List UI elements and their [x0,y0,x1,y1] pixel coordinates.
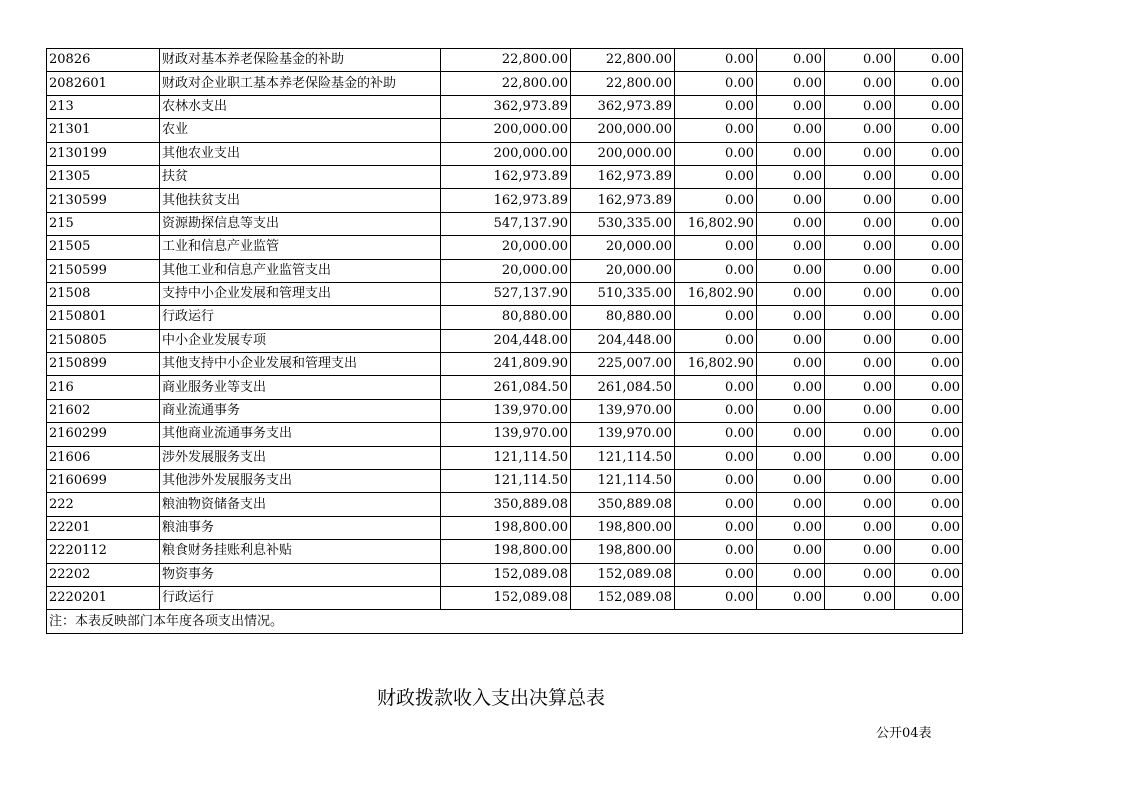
project-expenditure: 0.00 [675,493,757,516]
amount-col-5: 0.00 [825,470,895,493]
amount-col-4: 0.00 [757,306,825,329]
total-amount: 200,000.00 [441,142,571,165]
project-expenditure: 0.00 [675,236,757,259]
subject-code: 222 [47,493,160,516]
amount-col-4: 0.00 [757,95,825,118]
total-amount: 162,973.89 [441,165,571,188]
basic-expenditure: 198,800.00 [571,540,675,563]
table-row [47,236,963,259]
subject-code: 2160699 [47,470,160,493]
amount-col-4: 0.00 [757,470,825,493]
basic-expenditure: 510,335.00 [571,282,675,305]
basic-expenditure: 200,000.00 [571,142,675,165]
amount-col-6: 0.00 [895,142,963,165]
subject-code: 20826 [47,49,160,72]
amount-col-5: 0.00 [825,72,895,95]
total-amount: 80,880.00 [441,306,571,329]
table-row [47,72,963,95]
subject-code: 2160299 [47,423,160,446]
amount-col-4: 0.00 [757,142,825,165]
table-row [47,95,963,118]
basic-expenditure: 350,889.08 [571,493,675,516]
table-row [47,563,963,586]
subject-name: 粮油事务 [160,516,441,539]
subject-name: 粮食财务挂账利息补贴 [160,540,441,563]
amount-col-4: 0.00 [757,236,825,259]
amount-col-4: 0.00 [757,212,825,235]
basic-expenditure: 225,007.00 [571,353,675,376]
total-amount: 198,800.00 [441,540,571,563]
amount-col-6: 0.00 [895,306,963,329]
table-row [47,399,963,422]
amount-col-5: 0.00 [825,236,895,259]
subject-code: 21301 [47,119,160,142]
amount-col-6: 0.00 [895,423,963,446]
project-expenditure: 16,802.90 [675,212,757,235]
table-row [47,329,963,352]
table-row [47,282,963,305]
subject-name: 商业服务业等支出 [160,376,441,399]
project-expenditure: 0.00 [675,470,757,493]
amount-col-6: 0.00 [895,446,963,469]
amount-col-6: 0.00 [895,212,963,235]
total-amount: 198,800.00 [441,516,571,539]
subject-code: 216 [47,376,160,399]
next-table-title: 财政拨款收入支出决算总表 [376,687,605,709]
total-amount: 547,137.90 [441,212,571,235]
amount-col-6: 0.00 [895,259,963,282]
amount-col-5: 0.00 [825,142,895,165]
subject-name: 农林水支出 [160,95,441,118]
table-row [47,259,963,282]
table-row [47,212,963,235]
amount-col-4: 0.00 [757,259,825,282]
project-expenditure: 0.00 [675,306,757,329]
subject-code: 213 [47,95,160,118]
amount-col-6: 0.00 [895,282,963,305]
subject-code: 215 [47,212,160,235]
amount-col-4: 0.00 [757,189,825,212]
amount-col-4: 0.00 [757,72,825,95]
basic-expenditure: 139,970.00 [571,399,675,422]
subject-name: 物资事务 [160,563,441,586]
subject-name: 涉外发展服务支出 [160,446,441,469]
amount-col-6: 0.00 [895,516,963,539]
table-row [47,516,963,539]
subject-code: 2220112 [47,540,160,563]
subject-name: 其他工业和信息产业监管支出 [160,259,441,282]
amount-col-4: 0.00 [757,282,825,305]
amount-col-5: 0.00 [825,49,895,72]
project-expenditure: 16,802.90 [675,353,757,376]
basic-expenditure: 530,335.00 [571,212,675,235]
amount-col-6: 0.00 [895,586,963,609]
subject-code: 21508 [47,282,160,305]
project-expenditure: 0.00 [675,563,757,586]
total-amount: 20,000.00 [441,236,571,259]
project-expenditure: 0.00 [675,119,757,142]
subject-code: 22202 [47,563,160,586]
amount-col-5: 0.00 [825,306,895,329]
basic-expenditure: 198,800.00 [571,516,675,539]
subject-code: 21305 [47,165,160,188]
basic-expenditure: 121,114.50 [571,470,675,493]
table-row [47,423,963,446]
basic-expenditure: 162,973.89 [571,189,675,212]
total-amount: 241,809.90 [441,353,571,376]
subject-name: 其他涉外发展服务支出 [160,470,441,493]
amount-col-5: 0.00 [825,212,895,235]
subject-code: 22201 [47,516,160,539]
basic-expenditure: 22,800.00 [571,72,675,95]
table-row [47,586,963,609]
expenditure-table [46,48,963,634]
total-amount: 200,000.00 [441,119,571,142]
amount-col-4: 0.00 [757,399,825,422]
amount-col-4: 0.00 [757,586,825,609]
subject-code: 21606 [47,446,160,469]
table-row [47,142,963,165]
total-amount: 362,973.89 [441,95,571,118]
subject-name: 工业和信息产业监管 [160,236,441,259]
table-row [47,376,963,399]
amount-col-4: 0.00 [757,353,825,376]
project-expenditure: 0.00 [675,423,757,446]
amount-col-6: 0.00 [895,189,963,212]
table-note: 注：本表反映部门本年度各项支出情况。 [47,610,963,633]
project-expenditure: 0.00 [675,399,757,422]
amount-col-6: 0.00 [895,376,963,399]
subject-code: 2082601 [47,72,160,95]
amount-col-6: 0.00 [895,493,963,516]
table-row [47,49,963,72]
table-row [47,165,963,188]
subject-name: 其他商业流通事务支出 [160,423,441,446]
project-expenditure: 0.00 [675,165,757,188]
note-row [47,610,963,633]
table-row [47,493,963,516]
subject-name: 财政对企业职工基本养老保险基金的补助 [160,72,441,95]
amount-col-6: 0.00 [895,72,963,95]
amount-col-5: 0.00 [825,516,895,539]
total-amount: 20,000.00 [441,259,571,282]
project-expenditure: 0.00 [675,72,757,95]
subject-name: 商业流通事务 [160,399,441,422]
table-row [47,189,963,212]
basic-expenditure: 80,880.00 [571,306,675,329]
subject-name: 其他农业支出 [160,142,441,165]
total-amount: 139,970.00 [441,423,571,446]
basic-expenditure: 20,000.00 [571,259,675,282]
subject-name: 支持中小企业发展和管理支出 [160,282,441,305]
subject-name: 其他支持中小企业发展和管理支出 [160,353,441,376]
basic-expenditure: 22,800.00 [571,49,675,72]
project-expenditure: 0.00 [675,540,757,563]
amount-col-4: 0.00 [757,119,825,142]
amount-col-4: 0.00 [757,329,825,352]
amount-col-5: 0.00 [825,563,895,586]
amount-col-6: 0.00 [895,399,963,422]
subject-name: 行政运行 [160,586,441,609]
subject-code: 21602 [47,399,160,422]
amount-col-4: 0.00 [757,563,825,586]
table-body [47,49,963,610]
amount-col-4: 0.00 [757,49,825,72]
amount-col-5: 0.00 [825,586,895,609]
subject-name: 资源勘探信息等支出 [160,212,441,235]
subject-name: 财政对基本养老保险基金的补助 [160,49,441,72]
amount-col-4: 0.00 [757,423,825,446]
amount-col-6: 0.00 [895,540,963,563]
basic-expenditure: 152,089.08 [571,563,675,586]
amount-col-5: 0.00 [825,353,895,376]
basic-expenditure: 200,000.00 [571,119,675,142]
basic-expenditure: 20,000.00 [571,236,675,259]
subject-code: 2150899 [47,353,160,376]
total-amount: 22,800.00 [441,72,571,95]
subject-name: 粮油物资储备支出 [160,493,441,516]
subject-code: 2130599 [47,189,160,212]
table-row [47,353,963,376]
table-row [47,119,963,142]
total-amount: 152,089.08 [441,586,571,609]
total-amount: 121,114.50 [441,446,571,469]
amount-col-4: 0.00 [757,516,825,539]
basic-expenditure: 261,084.50 [571,376,675,399]
amount-col-6: 0.00 [895,329,963,352]
project-expenditure: 0.00 [675,189,757,212]
subject-name: 行政运行 [160,306,441,329]
total-amount: 139,970.00 [441,399,571,422]
project-expenditure: 0.00 [675,516,757,539]
amount-col-4: 0.00 [757,540,825,563]
amount-col-5: 0.00 [825,540,895,563]
subject-name: 其他扶贫支出 [160,189,441,212]
subject-code: 21505 [47,236,160,259]
amount-col-4: 0.00 [757,493,825,516]
project-expenditure: 0.00 [675,259,757,282]
subject-code: 2220201 [47,586,160,609]
project-expenditure: 0.00 [675,142,757,165]
project-expenditure: 0.00 [675,586,757,609]
amount-col-5: 0.00 [825,189,895,212]
amount-col-6: 0.00 [895,470,963,493]
total-amount: 162,973.89 [441,189,571,212]
project-expenditure: 16,802.90 [675,282,757,305]
amount-col-4: 0.00 [757,165,825,188]
amount-col-5: 0.00 [825,493,895,516]
total-amount: 121,114.50 [441,470,571,493]
amount-col-5: 0.00 [825,329,895,352]
table-row [47,540,963,563]
project-expenditure: 0.00 [675,49,757,72]
amount-col-5: 0.00 [825,399,895,422]
project-expenditure: 0.00 [675,95,757,118]
amount-col-6: 0.00 [895,236,963,259]
amount-col-5: 0.00 [825,165,895,188]
subject-name: 扶贫 [160,165,441,188]
subject-code: 2130199 [47,142,160,165]
amount-col-6: 0.00 [895,49,963,72]
total-amount: 204,448.00 [441,329,571,352]
amount-col-5: 0.00 [825,259,895,282]
subject-code: 2150801 [47,306,160,329]
amount-col-4: 0.00 [757,446,825,469]
amount-col-5: 0.00 [825,95,895,118]
amount-col-5: 0.00 [825,119,895,142]
total-amount: 152,089.08 [441,563,571,586]
basic-expenditure: 152,089.08 [571,586,675,609]
table-row [47,470,963,493]
amount-col-6: 0.00 [895,95,963,118]
subject-code: 2150805 [47,329,160,352]
amount-col-4: 0.00 [757,376,825,399]
total-amount: 261,084.50 [441,376,571,399]
total-amount: 22,800.00 [441,49,571,72]
amount-col-5: 0.00 [825,423,895,446]
basic-expenditure: 139,970.00 [571,423,675,446]
basic-expenditure: 121,114.50 [571,446,675,469]
total-amount: 350,889.08 [441,493,571,516]
table-row [47,446,963,469]
amount-col-6: 0.00 [895,165,963,188]
amount-col-6: 0.00 [895,353,963,376]
total-amount: 527,137.90 [441,282,571,305]
amount-col-5: 0.00 [825,446,895,469]
amount-col-6: 0.00 [895,119,963,142]
table-row [47,306,963,329]
form-number: 公开04表 [876,726,932,741]
subject-code: 2150599 [47,259,160,282]
project-expenditure: 0.00 [675,376,757,399]
basic-expenditure: 162,973.89 [571,165,675,188]
amount-col-6: 0.00 [895,563,963,586]
basic-expenditure: 362,973.89 [571,95,675,118]
amount-col-5: 0.00 [825,376,895,399]
amount-col-5: 0.00 [825,282,895,305]
subject-name: 农业 [160,119,441,142]
subject-name: 中小企业发展专项 [160,329,441,352]
project-expenditure: 0.00 [675,329,757,352]
project-expenditure: 0.00 [675,446,757,469]
basic-expenditure: 204,448.00 [571,329,675,352]
